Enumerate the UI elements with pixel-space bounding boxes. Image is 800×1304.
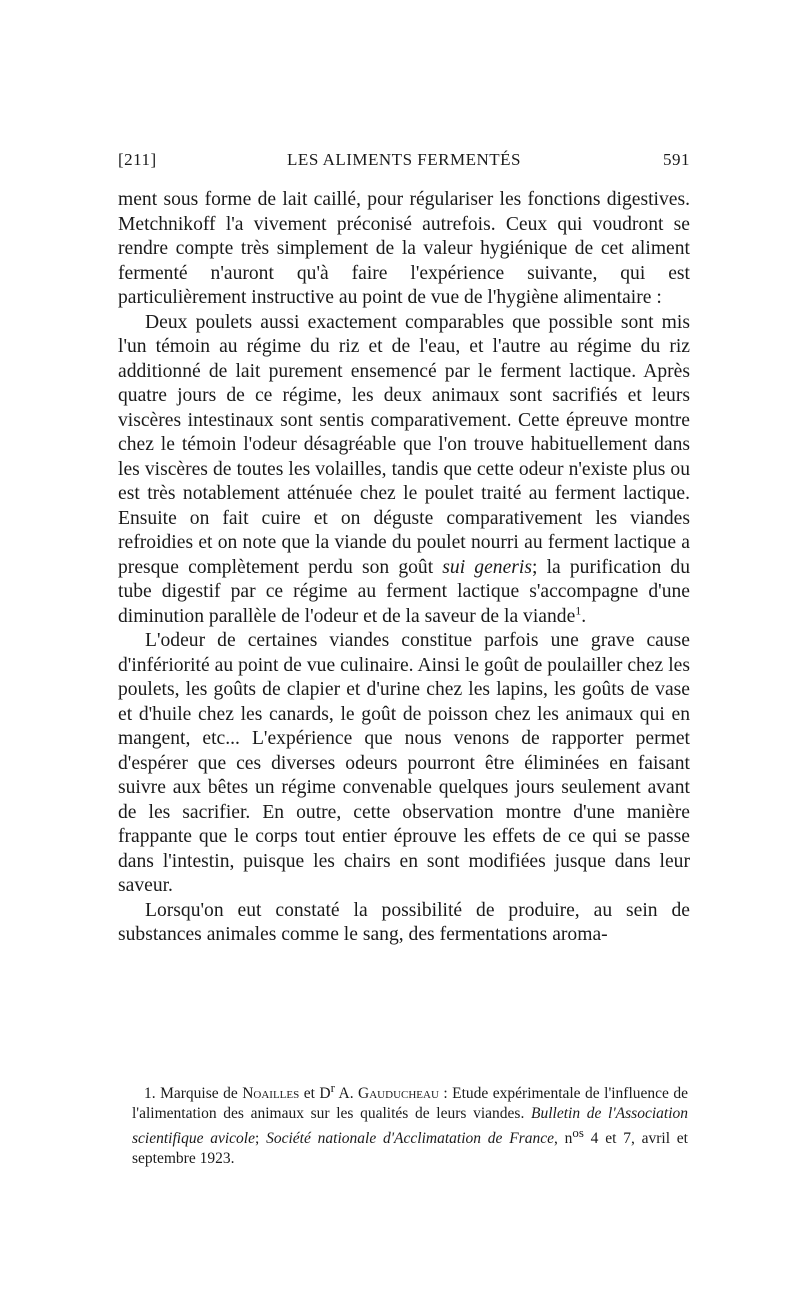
footnote-text-1: Marquise de <box>155 1085 243 1103</box>
footnotes <box>132 1078 688 1168</box>
footnote-text-5: ; <box>255 1130 267 1148</box>
running-head <box>118 150 690 176</box>
paragraph-4: Lorsqu'on eut constaté la possibilité de produire, au sein de substances animales comme le sang, des fermentations aroma- <box>118 899 690 945</box>
journal-title-1: Bulletin de l'Association scientifique avicole <box>132 1104 688 1148</box>
footnote-text-3: A. <box>334 1085 359 1103</box>
paragraph-3: L'odeur de certaines viandes constitue parfois une grave cause d'infériorité au point de vue culinaire. Ainsi le goût de poulailler chez les poulets, les goûts de clapier et d'urine chez les lapins, les goûts de vase et d'huile chez les canards, le goût de poisson chez les animaux qui en mangent, etc... L'expérience que nous venons de rapporter permet d'espérer que ces diverses odeurs pourront être éliminées en faisant suivre aux bêtes un régime convenable quelques jours seulement avant de les sacrifier. En outre, cette observation montre d'une manière frappante que le corps tout entier éprouve les effets de ce qui se passe dans l'intestin, puisque les chairs en sont modifiées jusque dans leur saveur. <box>118 630 690 896</box>
footnote-text-6: , n <box>553 1130 573 1148</box>
footnote-text-4: : Etude expérimentale de l'influence de l'alimentation des animaux sur les qualités de leurs viandes. <box>132 1085 688 1122</box>
footnote-text-7: 4 et 7, avril et septembre 1923. <box>132 1130 688 1167</box>
paragraph-2 <box>118 311 690 630</box>
footnote-number: 1. <box>144 1085 156 1103</box>
paragraph-2-text-a: Deux poulets aussi exactement comparables que possible sont mis l'un témoin au régime du riz et de l'eau, et l'autre au régime du riz additionné de lait purement ensemencé par le ferment lactique. Après quatre jours de ce régime, les deux animaux sont sacrifiés et leurs viscères intestinaux sont sentis comparativement. Cette épreuve montre chez le témoin l'odeur désagréable que l'on trouve habituellement dans les viscères de toutes les volailles, tandis que cette odeur n'existe plus ou est très notablement atténuée chez le poulet traité au ferment lactique. Ensuite on fait cuire et on déguste comparativement les viandes refroidies et on note que la viande du poulet nourri au ferment lactique a presque complètement perdu son goût <box>118 311 690 578</box>
nos-superscript: os <box>572 1125 584 1141</box>
journal-title-2: Société nationale d'Acclimatation de France <box>266 1130 554 1148</box>
paragraph-2-italic: sui generis <box>442 556 532 578</box>
author-name-1: Noailles <box>242 1085 300 1103</box>
paragraph-2-end: . <box>581 605 587 627</box>
body-text <box>118 188 690 948</box>
author-name-2: Gauducheau <box>358 1085 439 1103</box>
footnote-1 <box>132 1078 688 1168</box>
page <box>118 150 690 948</box>
paragraph-2-text-b: ; la purification du tube digestif par ce régime au ferment lactique s'accompagne d'une diminution parallèle de l'odeur et de la saveur de la viande <box>118 556 690 627</box>
paragraph-1: ment sous forme de lait caillé, pour régulariser les fonctions digestives. Metchnikoff l'a vivement préconisé autrefois. Ceux qui voudront se rendre compte très simplement de la valeur hygiénique de cet aliment fermenté n'auront qu'à faire l'expérience suivante, qui est particulièrement instructive au point de vue de l'hygiène alimentaire : <box>118 189 690 308</box>
running-title: LES ALIMENTS FERMENTÉS <box>287 150 521 169</box>
footnote-reference[interactable]: 1 <box>575 602 582 617</box>
page-number: 591 <box>663 150 690 169</box>
section-number: [211] <box>118 150 157 169</box>
footnote-text-2: et D <box>299 1085 331 1103</box>
dr-superscript: r <box>330 1080 335 1095</box>
